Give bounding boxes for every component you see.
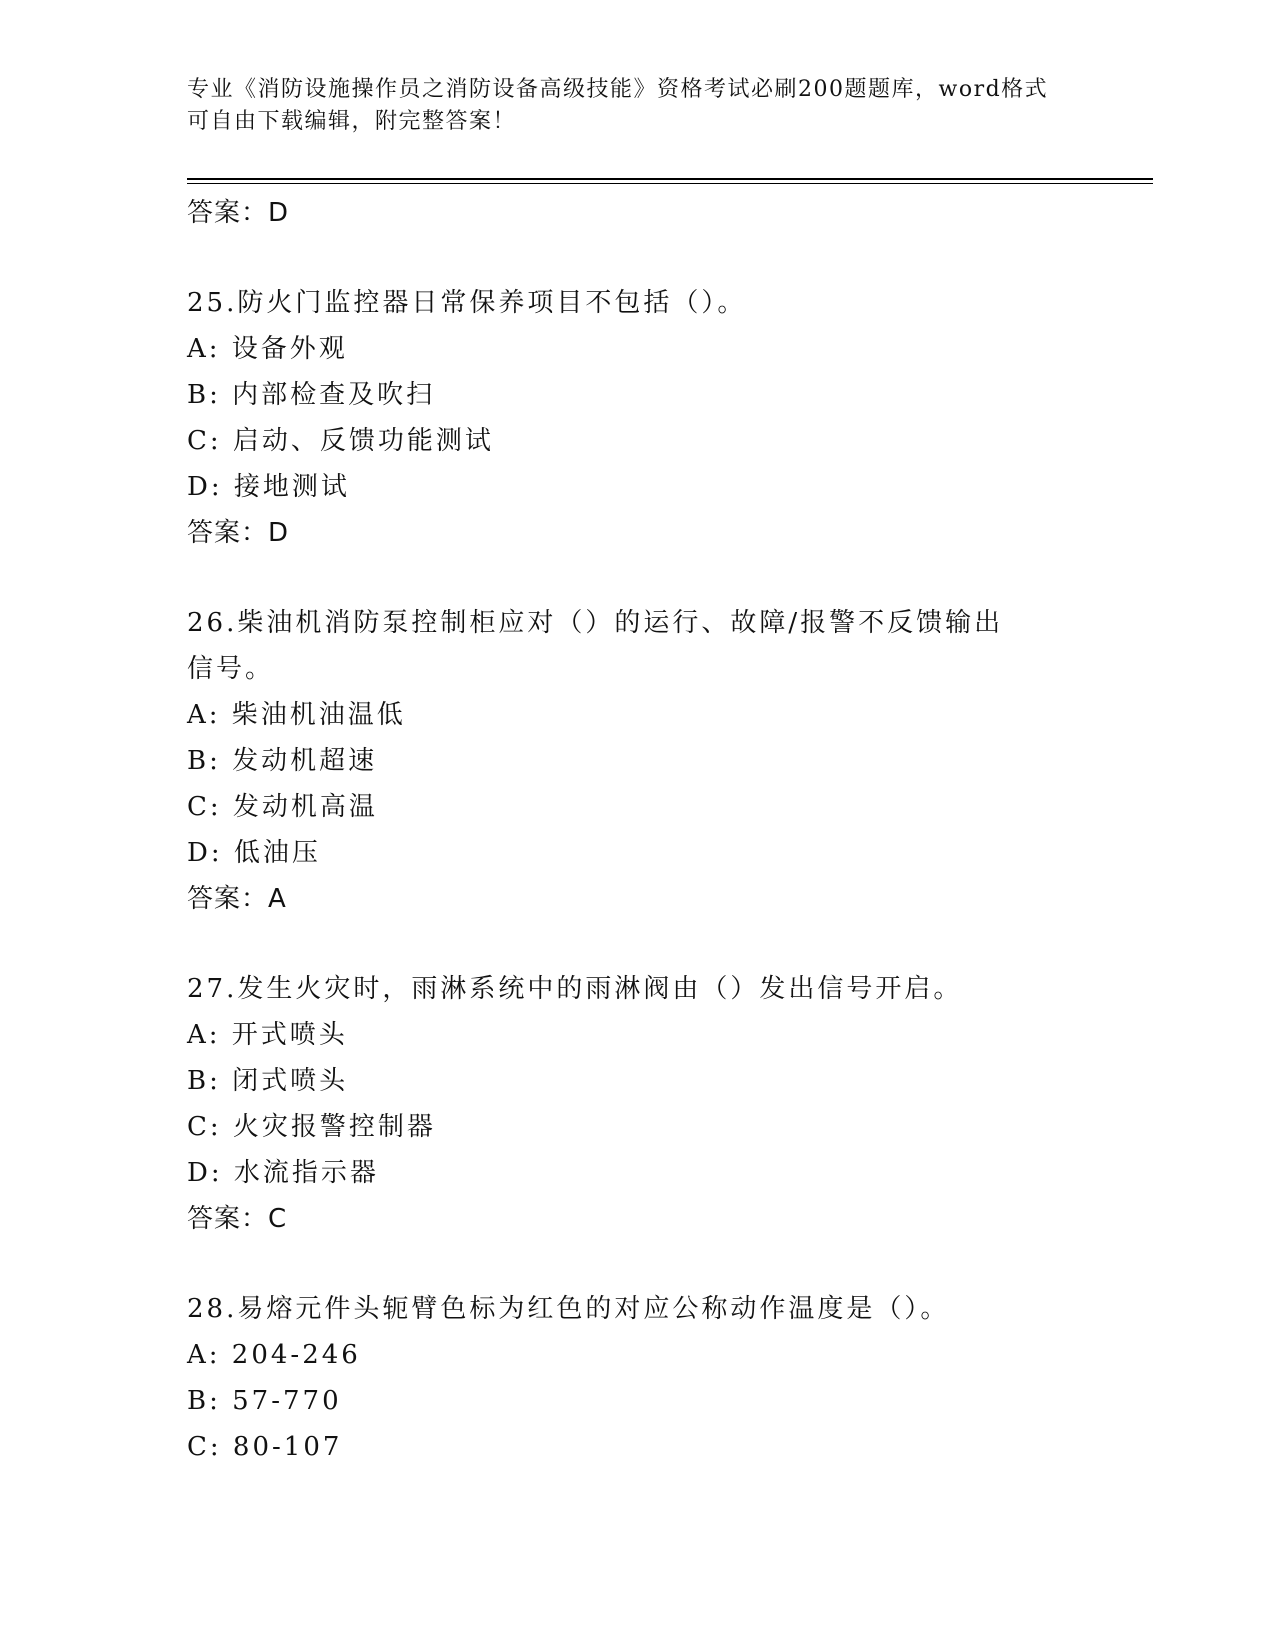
option-d: D: 低油压: [187, 838, 321, 868]
option-c: C: 火灾报警控制器: [187, 1112, 436, 1142]
option-d: D: 接地测试: [187, 472, 350, 502]
question-text: 27.发生火灾时，雨淋系统中的雨淋阀由（）发出信号开启。: [187, 974, 963, 1004]
answer-line: 答案：C: [187, 1204, 288, 1234]
option-b: B: 内部检查及吹扫: [187, 380, 436, 410]
option-a: A: 开式喷头: [187, 1020, 348, 1050]
option-a: A: 柴油机油温低: [187, 700, 406, 730]
question-list: [187, 190, 1087, 1470]
question-block: [187, 1286, 1087, 1470]
option-a: A: 设备外观: [187, 334, 348, 364]
question-text: 25.防火门监控器日常保养项目不包括（）。: [187, 288, 747, 318]
option-c: C: 发动机高温: [187, 792, 378, 822]
question-text: 26.柴油机消防泵控制柜应对（）的运行、故障/报警不反馈输出信号。: [187, 608, 1004, 684]
document-header: 专业《消防设施操作员之消防设备高级技能》资格考试必刷200题题库，word格式可自由下载编辑，附完整答案！: [187, 77, 1049, 134]
answer-line: 答案：A: [187, 884, 287, 914]
answer-line: 答案：D: [187, 518, 290, 548]
option-c: C: 启动、反馈功能测试: [187, 426, 494, 456]
question-text: 28.易熔元件头轭臂色标为红色的对应公称动作温度是（）。: [187, 1294, 950, 1324]
block-spacer: [187, 236, 1087, 280]
option-c: C: 80-107: [187, 1432, 343, 1462]
header-rule-thick: [187, 178, 1153, 180]
block-spacer: [187, 922, 1087, 966]
question-block: [187, 280, 1087, 556]
option-a: A: 204-246: [187, 1340, 361, 1370]
question-block: [187, 966, 1087, 1242]
question-block: [187, 600, 1087, 922]
option-b: B: 闭式喷头: [187, 1066, 349, 1096]
answer-line: 答案：D: [187, 198, 290, 228]
block-spacer: [187, 1242, 1087, 1286]
option-b: B: 发动机超速: [187, 746, 378, 776]
header-rule-thin: [187, 183, 1153, 184]
block-spacer: [187, 556, 1087, 600]
option-b: B: 57-770: [187, 1386, 342, 1416]
option-d: D: 水流指示器: [187, 1158, 379, 1188]
